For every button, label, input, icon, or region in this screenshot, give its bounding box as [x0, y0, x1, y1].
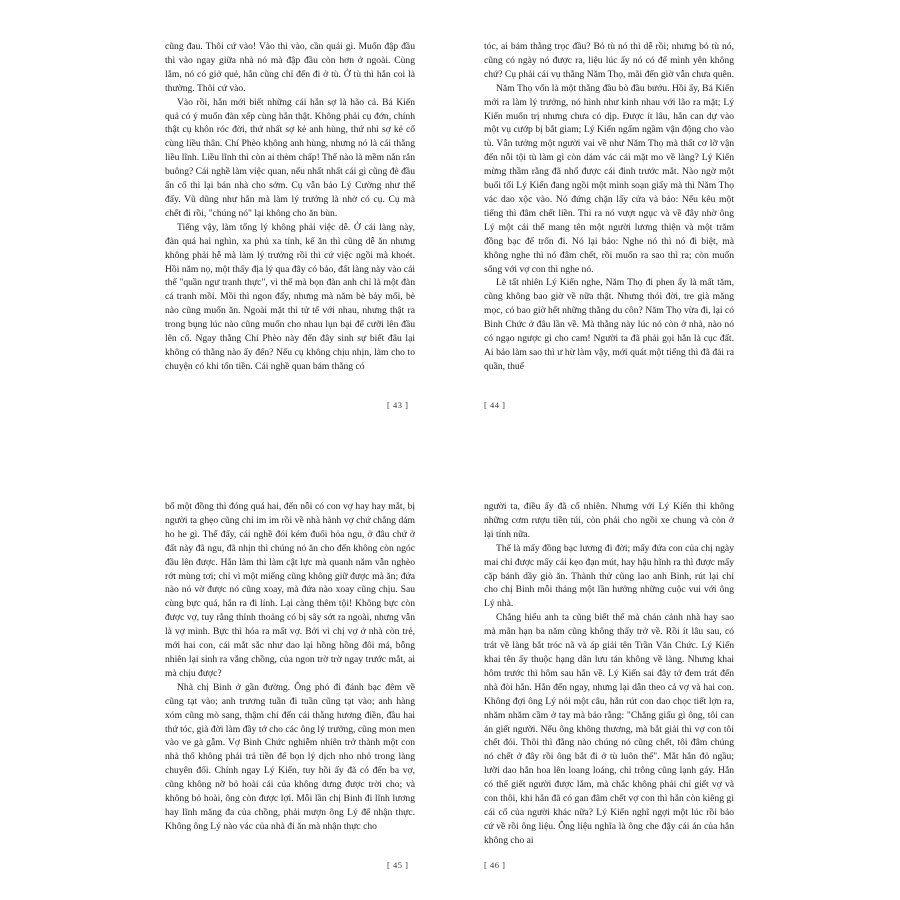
paragraph: Thế là mấy đồng bạc lương đi đời; mấy đứa con của chị ngày mai chỉ được mấy cái kẹo đạn mút, hay hậu hĩnh ra thì được mấy cặp bánh dầy giò ăn. Thành thử cũng lao anh Binh, rút lại chỉ cho chị Binh mỗi tháng một lần hưởng những cuộc vui với ông Lý nhà. [484, 542, 734, 610]
paragraph: Năm Thọ vốn là một thằng đầu bò đầu bướu. Hồi ấy, Bá Kiến mới ra làm lý trưởng, nó hình như kinh nhau với lão ra mặt; Lý Kiến muốn trị nhưng chưa có dịp. Được ít lâu, hắn can dự vào một vụ cướp bị bắt giam; Lý Kiến ngấm ngầm vận động cho vào tù. Vẫn tưởng một người vai về như Năm Thọ mà thất cơ lỡ vận đến nỗi tội tù làm gì còn dám vác cái mặt mo về làng? Lý Kiến mừng thầm rằng đã nhổ được cái đinh trước mắt. Nào ngờ một buổi tối Lý Kiến đang ngồi một mình soạn giấy mà thì Năm Thọ vác dao xộc vào. Nó đứng chặn lấy cửa và bảo: Nếu kêu một tiếng thì đâm chết liền. Thì ra nó vượt ngục và về đây nhờ ông Lý một cái thế mang tên một người lương thiện và một trăm đồng bạc để trốn đi. Nó lại bảo: Nghe nó thì nó đi biệt, mà không nghe thì nó đâm chết, rồi muốn ra sao thì ra; còn muốn sống với vợ con thì nghe nó. [484, 82, 734, 275]
paragraph: bổ một đồng thì đóng quá hai, đến nỗi có con vợ hay hay mắt, bị người ta ghẹo cũng chỉ im im rồi về nhà hành vợ chứ chẳng dám ho he gì. Thế đấy, cái nghề đói kém đuổi hỏa ngu, ở đâu chứ ở đất này đã ngu, đã nhịn thì chúng nó ăn cho đến không còn ngóc đầu lên được. Hắn làm thì làm cật lực mà quanh năm vẫn nghèo rớt mùng tơi; chỉ vì một miếng cũng không giữ được mà ăn; đứa nào nó vờ được nó cũng xoay, mà đứa nào xoay cũng chịu. Sau cùng bực quá, hắn ra đi lính. Lại càng thêm tội! Không bực còn được vợ, tuy rằng thỉnh thoảng có bị sây sớt ra ngoài, nhưng vẫn là vợ mình. Bực thì hóa ra mất vợ. Bởi vì chị vợ ở nhà còn trẻ, mới hai con, cái mắt sắc như dao lại hồng hồng đôi má, bỗng nhiên lại sinh ra vắng chồng, của ngon trờ trờ ngay trước mắt, ai mà chịu được? [165, 501, 415, 679]
paragraph: Lẽ tất nhiên Lý Kiến nghe, Năm Thọ đi phen ấy là mất tăm, cũng không bao giờ về nữa thật. Nhưng thói đời, tre già măng mọc, có bao giờ hết những thằng du côn? Năm Thọ vừa đi, lại có Binh Chức ở đâu lần về. Mà thằng này lúc nó còn ở nhà, nào nó có ngạo ngược gì cho cam! Người ta đã phải gọi hắn là cục đất. Ai bảo làm sao thì ư hừ làm vậy, mới quát một tiếng thì đã đái ra quần, thuế [484, 277, 734, 372]
paragraph: Tiếng vậy, làm tổng lý không phải việc dễ. Ở cái làng này, đàn quá hai nghìn, xa phủ xa tỉnh, kể ăn thì cũng dễ ăn nhưng không phải hễ mà làm lý trưởng rồi thì cứ việc ngồi mà khoét. Hồi năm nọ, một thấy địa lý qua đây có bảo, đất làng này vào cái thế "quần ngư tranh thực", vì thế mà bọn đàn anh chỉ là một đàn cá tranh mồi. Mồi thì ngon đấy, nhưng mà năm bè bảy mối, bè nào cũng muốn ăn. Ngoài mặt thì tử tế với nhau, nhưng thật ra trong bụng lúc nào cũng muốn cho nhau lụn bại để cưỡi lên đầu lên cổ. Ngay thằng Chí Phèo này đến đây sinh sự biết đâu lại không có thằng nào ấy đến? Nếu cụ không chịu nhịn, làm cho to chuyện có khi tốn tiền. Cái nghề quan bám thằng có [165, 221, 415, 372]
page-45-text [165, 500, 415, 834]
page-number: [ 43 ] [387, 400, 409, 410]
paragraph: Chẳng hiểu anh ta cũng biết thế mà chán cảnh nhà hay sao mà mãn hạn ba năm cũng không thấy trở về. Rồi ít lâu sau, có trát về làng bắt tróc nã và áp giải tên Trần Văn Chức. Lý Kiến khai tên ấy thuộc hạng dân lưu tán không về làng. Nhưng khai hôm trước thì hôm sau hắn về. Lý Kiến sai đây tớ đem trát đến nhà đòi hắn. Hắn đến ngay, nhưng lại dẫn theo cả vợ và hai con. Không đợi ông Lý nói một câu, hắn rút con dao chọc tiết lợn ra, nhăm nhăm cầm ở tay mà bảo rằng: "Chẳng giấu gì ông, tôi can án giết người. Nếu ông không thương, mà bắt giải thì vợ con tôi chết đói. Thôi thì đằng nào chúng nó cũng chết, tôi đâm chúng nó chết ở đây rồi ông bắt đi ở tù luôn thể". Mắt hắn đỏ ngầu; lưỡi dao hắn hoa lên loang loáng, chỉ trông cũng lạnh gáy. Hắn có thể giết người được lắm, mà chắc không phải chỉ giết vợ và con thôi, khi hắn đã có gan đâm chết vợ con thì hắn còn kiêng gì cái cổ của người khác nữa? Lý Kiến nghĩ ngợi một lúc rồi bảo cứ về rồi ông liệu. Ông liệu nghĩa là ông che đậy cái án của hắn không cho ai [484, 612, 734, 846]
page-number: [ 44 ] [484, 400, 506, 410]
page-44-text [484, 40, 734, 374]
paragraph: tóc, ai bám thằng trọc đầu? Bỏ tù nó thì dễ rồi; nhưng bỏ tù nó, cũng có ngày nó được ra, liệu lúc ấy nó có để mình yên không chứ? Cụ phải cái vụ thằng Năm Thọ, mãi đến giờ vẫn chưa quên. [484, 41, 735, 80]
page-number: [ 46 ] [484, 860, 506, 870]
paragraph: Vào rồi, hắn mới biết những cái hắn sợ là hão cả. Bá Kiến quả có ý muốn đàn xếp cùng hắn thật. Không phải cụ đớn, chính thật cụ khôn róc đời, thứ nhất sợ kẻ anh hùng, thứ nhì sợ kẻ cố cùng liều thân. Chí Phèo không anh hùng, nhưng nó là cái thằng liều lĩnh. Liều lĩnh thì còn ai thèm chấp! Thế nào là mềm nắn rắn buông? Cái nghề làm việc quan, nếu nhất nhất cái gì cũng đè đầu ẩn cổ thì lại bán nhà cho sớm. Cụ vẫn bảo Lý Cường như thế đấy. Vũ dũng như hắn mà làm lý trưởng là nhờ có cụ. Cụ mà chết đi rồi, "chúng nó" lại không cho ăn bùn. [165, 96, 415, 219]
paragraph: Nhà chị Binh ở gần đường. Ông phó đi đánh bạc đêm về cũng tạt vào; anh trương tuần đi tuần cũng tạt vào; anh hàng xóm cũng mò sang, thậm chí đến cái thằng hương điền, đầu hai thứ tóc, già đời làm đầy tớ cho các ông lý trưởng, cũng mon men vào ve gà gẫm. Vợ Binh Chức nghiễm nhiên trở thành một con nhà thổ không phải trả tiền để bọn lý dịch nho nhỏ trong làng chuyên đổi. Chính ngay Lý Kiến, tuy hồi ấy đã có đến ba vợ, cũng không nỡ bỏ hoài cái của không dưng được trời cho; và không bỏ hoài, ông còn được lợi. Mỗi lần chị Binh đi lĩnh lương hay lĩnh măng đa của chồng, phải mượn ông Lý để nhận thực. Không ông Lý nào vác của nhà đi ăn mà nhận thực cho [165, 681, 415, 832]
page-43-text [165, 40, 415, 374]
page-number: [ 45 ] [387, 860, 409, 870]
page-46-text [484, 500, 734, 848]
paragraph: cũng đau. Thôi cứ vào! Vào thì vào, cần quái gì. Muốn đập đầu thì vào ngay giữa nhà nó mà đập đầu còn hơn ở ngoài. Cùng lắm, nó có giở quẻ, hắn cũng chỉ đến đi ở tù. Ở tù thì hắn coi là thường. Thôi cứ vào. [165, 41, 415, 94]
paragraph: người ta, điều ấy đã cố nhiên. Nhưng với Lý Kiến thì không những cơm rượu tiền túi, còn phải cho ngồi xe chung và còn ở lại tính nữa. [484, 501, 734, 540]
